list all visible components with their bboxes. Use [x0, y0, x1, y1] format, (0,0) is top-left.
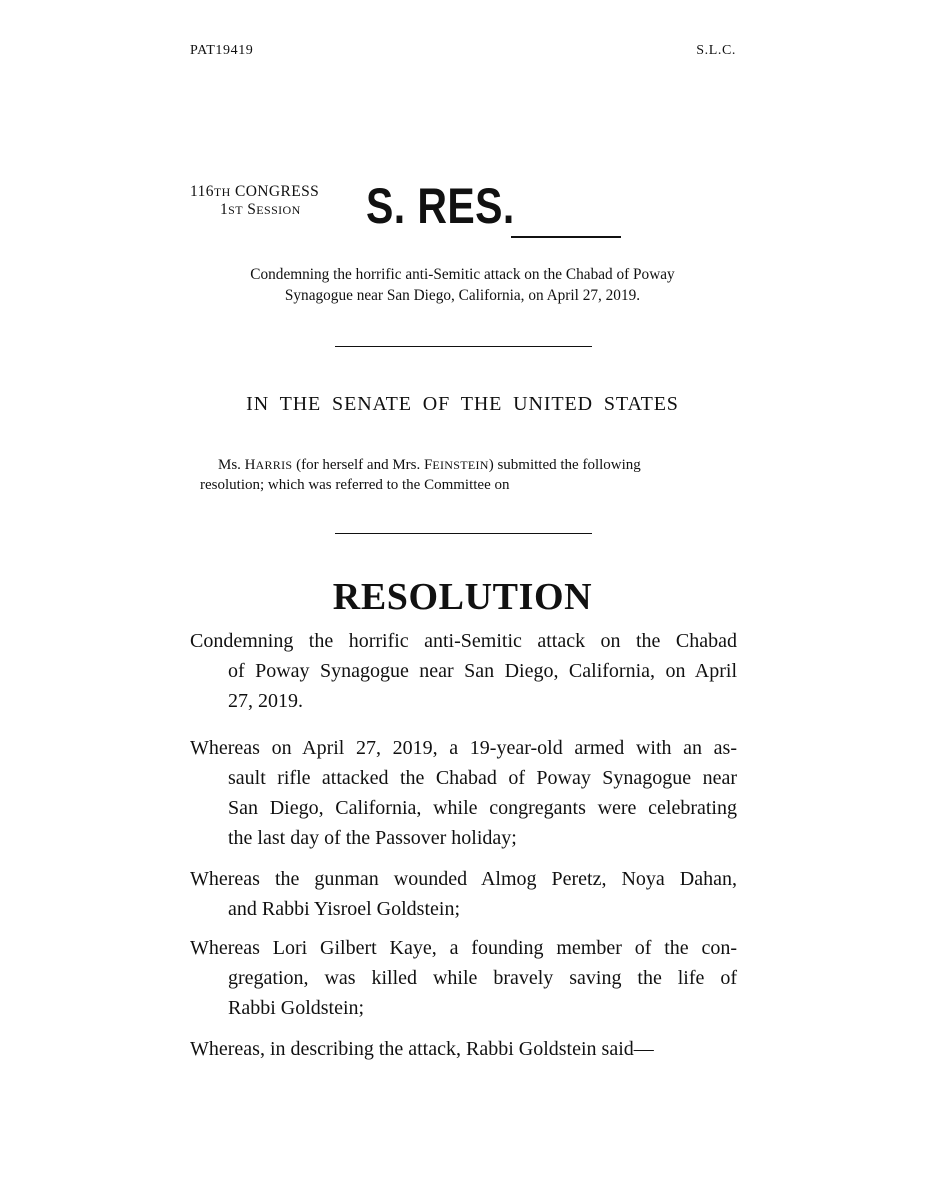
whereas-clause: [190, 733, 737, 853]
chamber-heading: IN THE SENATE OF THE UNITED STATES: [246, 393, 679, 415]
whereas-line: and Rabbi Yisroel Goldstein;: [228, 898, 461, 920]
official-title-line: 27, 2019.: [228, 690, 303, 712]
whereas-line: Whereas, in describing the attack, Rabbi Goldstein said—: [190, 1038, 654, 1060]
short-title: [190, 264, 735, 306]
congress-session-block: [190, 183, 319, 219]
whereas-line: sault rifle attacked the Chabad of Poway Synagogue near: [228, 767, 737, 789]
session-number: 1ST SESSION: [220, 201, 301, 218]
whereas-clause: [190, 864, 737, 924]
sponsor-line: Ms. HARRIS (for herself and Mrs. FEINSTEIN) submitted the following: [218, 457, 641, 473]
bill-number-blank: [511, 236, 621, 238]
official-title-line: of Poway Synagogue near San Diego, California, on April: [228, 660, 737, 682]
sponsor-line: resolution; which was referred to the Committee on: [200, 477, 510, 493]
whereas-line: Whereas Lori Gilbert Kaye, a founding member of the con-: [190, 937, 737, 959]
official-title-line: Condemning the horrific anti-Semitic attack on the Chabad: [190, 630, 737, 652]
whereas-clause: [190, 1034, 737, 1064]
congress-number: 116TH CONGRESS: [190, 183, 320, 200]
office-code: S.L.C.: [696, 43, 736, 58]
whereas-clause: [190, 933, 737, 1023]
whereas-line: Whereas the gunman wounded Almog Peretz, Noya Dahan,: [190, 868, 737, 890]
resolution-heading: RESOLUTION: [332, 576, 593, 618]
whereas-line: San Diego, California, while congregants were celebrating: [228, 797, 737, 819]
divider-rule: [335, 533, 592, 534]
bill-type: S. RES.: [366, 178, 515, 234]
whereas-line: Whereas on April 27, 2019, a 19-year-old armed with an as-: [190, 737, 737, 759]
short-title-line: Condemning the horrific anti-Semitic attack on the Chabad of Poway: [250, 266, 675, 283]
short-title-line: Synagogue near San Diego, California, on April 27, 2019.: [284, 287, 641, 304]
whereas-line: Rabbi Goldstein;: [228, 997, 365, 1019]
whereas-line: gregation, was killed while bravely saving the life of: [228, 967, 737, 989]
official-title: [190, 626, 737, 716]
divider-rule: [335, 346, 592, 347]
sponsor-statement: [190, 455, 735, 495]
whereas-line: the last day of the Passover holiday;: [228, 827, 517, 849]
document-id: PAT19419: [190, 43, 254, 58]
